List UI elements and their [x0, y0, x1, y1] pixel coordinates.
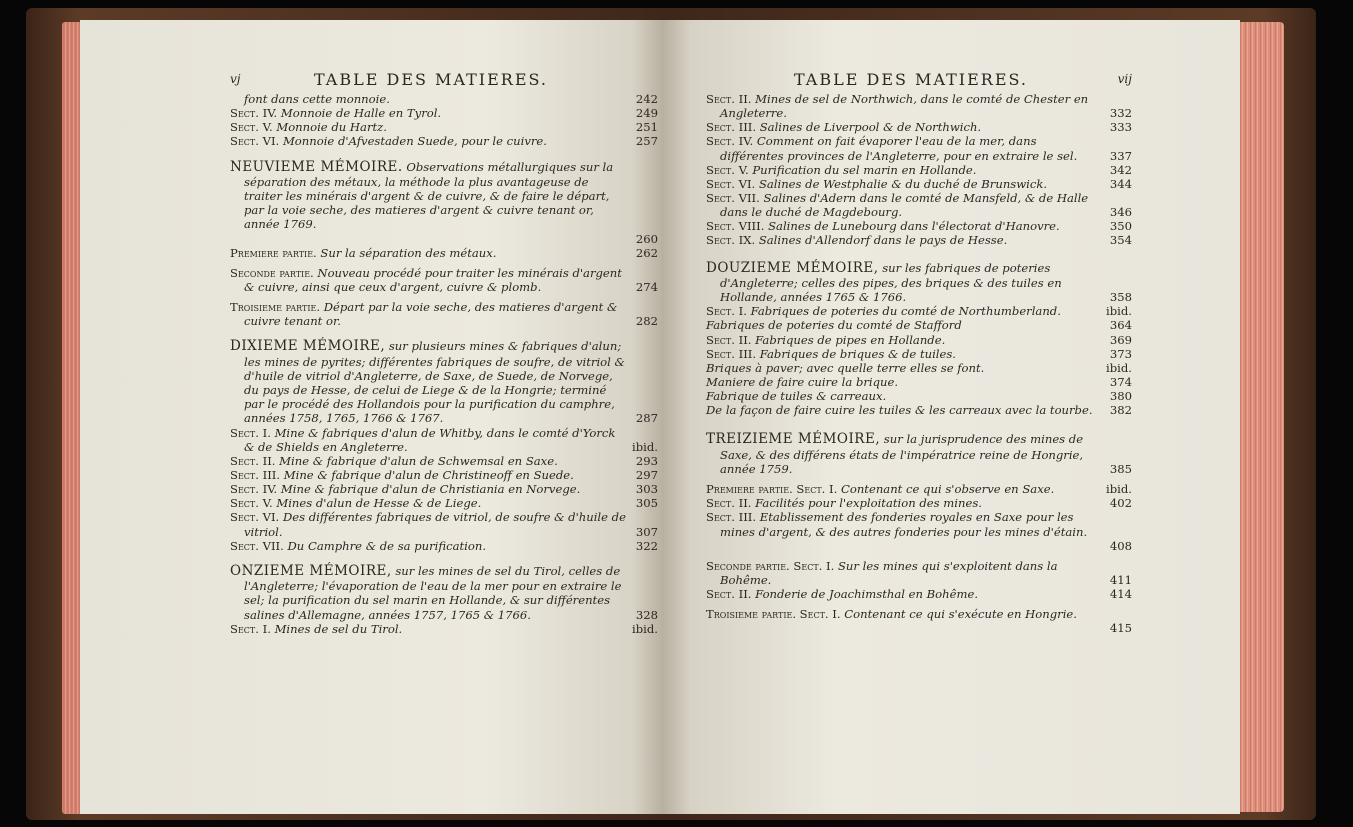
toc-page-number: 346	[1109, 205, 1132, 220]
toc-entry-title: font dans cette monnoie.	[244, 92, 390, 106]
right-page	[662, 20, 1240, 814]
right-running-head	[706, 70, 1132, 90]
toc-entry	[230, 266, 658, 294]
toc-entry-title: Mines de sel du Tirol.	[274, 621, 403, 636]
toc-page-number: 414	[1109, 587, 1132, 602]
toc-entry	[230, 482, 658, 496]
memoire-heading	[706, 260, 1132, 305]
memoire-description: sur la jurisprudence des mines de Saxe, & des différens états de l'impératrice reine de Hongrie, année 1759.	[720, 432, 1084, 477]
toc-page-number: 364	[1109, 318, 1132, 333]
toc-entry-title: Etablissement des fonderies royales en Saxe pour les mines d'argent, & des autres fonderies pour les mines d'étain.	[720, 510, 1088, 539]
toc-entry	[706, 347, 1132, 361]
toc-page-number: 307	[635, 524, 658, 539]
memoire-description: sur les mines de sel du Tirol, celles de l'Angleterre; l'évaporation de l'eau de la mer pour en extraire le sel; la purification du sel marin en Hollande, & sur différentes salines d'Allemagne, années 1757, 1765 & 1766.	[244, 563, 622, 622]
memoire-heading	[230, 563, 658, 622]
toc-section-label: Sect. VII.	[230, 538, 284, 553]
toc-entry	[706, 318, 1132, 332]
toc-page-number: 333	[1109, 120, 1132, 135]
toc-section-label: Troisieme partie. Sect. I.	[706, 607, 841, 622]
toc-entry-title: Purification du sel marin en Hollande.	[752, 162, 977, 177]
toc-page-number: 257	[635, 134, 658, 149]
toc-entry	[706, 134, 1132, 162]
toc-entry	[706, 163, 1132, 177]
toc-section-label: Sect. IV.	[230, 106, 278, 121]
toc-page-number: ibid.	[632, 621, 658, 636]
toc-entry	[706, 403, 1132, 417]
toc-page-number: 344	[1109, 176, 1132, 191]
toc-section-label: Sect. I.	[706, 304, 747, 319]
toc-entry	[706, 375, 1132, 389]
toc-entry-title: Salines d'Adern dans le comté de Mansfeld, & de Halle dans le duché de Magdebourg.	[720, 190, 1089, 220]
toc-part-label: Seconde partie.	[230, 265, 314, 280]
memoire-description: Observations métallurgiques sur la séparation des métaux, la méthode la plus avantageuse de traiter les minérais d'argent & de cuivre, & de faire le départ, par la voie seche, des matieres d'argent & cuivre tenant or, année 1769.	[244, 159, 614, 232]
toc-entry	[230, 510, 658, 538]
toc-entry	[706, 559, 1132, 587]
memoire-title: TREIZIEME MÉMOIRE,	[706, 431, 881, 448]
toc-page-number: 374	[1109, 375, 1132, 389]
toc-entry	[230, 468, 658, 482]
memoire-heading	[706, 431, 1132, 476]
toc-page-number: ibid.	[1106, 360, 1132, 375]
toc-section-label: Seconde partie. Sect. I.	[706, 558, 835, 573]
page-edges-right	[1234, 22, 1284, 812]
toc-page-number: 287	[635, 411, 658, 426]
toc-entry-title: Du Camphre & de sa purification.	[287, 538, 487, 553]
toc-entry	[230, 622, 658, 636]
toc-entry-title: Facilités pour l'exploitation des mines.	[755, 496, 982, 511]
toc-entry-title: Maniere de faire cuire la brique.	[706, 375, 899, 389]
toc-section-label: Sect. II.	[706, 496, 752, 511]
toc-entry-title: Sur les mines qui s'exploitent dans la Bohême.	[720, 558, 1058, 588]
toc-page-number: 402	[1109, 496, 1132, 511]
toc-entry-title: Fabriques de poteries du comté de Northumberland.	[750, 304, 1061, 319]
toc-page-number: 415	[1109, 621, 1132, 636]
toc-page-number: 350	[1109, 219, 1132, 234]
toc-entry-title: Mines d'alun de Hesse & de Liege.	[276, 496, 482, 511]
toc-entry	[706, 482, 1132, 496]
toc-entry-title: Des différentes fabriques de vitriol, de soufre & d'huile de vitriol.	[244, 510, 626, 539]
toc-entry	[706, 510, 1132, 538]
memoire-title: DIXIEME MÉMOIRE,	[230, 338, 386, 355]
right-toc-column	[706, 70, 1132, 636]
toc-entry	[706, 361, 1132, 375]
toc-section-label: Sect. III.	[706, 346, 757, 361]
toc-page-number: 358	[1109, 290, 1132, 305]
toc-section-label: Premiere partie. Sect. I.	[706, 482, 838, 497]
toc-entry-title: Mine & fabrique d'alun de Christineoff en Suede.	[283, 468, 574, 483]
memoire-description: sur les fabriques de poteries d'Angleterre; celles des pipes, des briques & des tuiles en Hollande, années 1765 & 1766.	[720, 260, 1062, 305]
toc-entry-title: Départ par la voie seche, des matieres d'argent & cuivre tenant or.	[244, 300, 618, 329]
toc-entry-title: Sur la séparation des métaux.	[320, 245, 497, 260]
toc-page-number: 305	[635, 496, 658, 511]
toc-section-label: Sect. III.	[230, 468, 281, 483]
left-page	[80, 20, 662, 814]
toc-entry-title: Contenant ce qui s'exécute en Hongrie.	[844, 607, 1077, 622]
toc-entry	[230, 246, 658, 260]
toc-page-number: 373	[1109, 346, 1132, 361]
toc-page-number: 385	[1109, 462, 1132, 477]
toc-section-label: Sect. V.	[230, 120, 273, 135]
left-page-number: vj	[230, 72, 241, 86]
memoire-title: DOUZIEME MÉMOIRE,	[706, 259, 879, 276]
toc-entry	[230, 454, 658, 468]
toc-entry-title: Fabrique de tuiles & carreaux.	[706, 389, 887, 404]
toc-page-number: 354	[1109, 233, 1132, 248]
toc-entry-title: Salines de Westphalie & du duché de Brunswick.	[758, 176, 1048, 191]
right-header-title: TABLE DES MATIERES.	[794, 70, 1028, 89]
toc-entry	[230, 426, 658, 454]
toc-entry-title: Fabriques de poteries du comté de Stafford	[706, 318, 962, 333]
toc-page-number: 282	[635, 314, 658, 329]
toc-entry	[230, 496, 658, 510]
toc-entry	[230, 539, 658, 553]
toc-part-label: Troisieme partie.	[230, 300, 321, 315]
toc-page-number: 274	[635, 280, 658, 295]
toc-section-label: Sect. VI.	[706, 176, 756, 191]
toc-page-number: ibid.	[1106, 304, 1132, 319]
toc-section-label: Sect. I.	[230, 425, 271, 440]
toc-page-number: 332	[1109, 106, 1132, 121]
toc-entry-title: Monnoie du Hartz.	[276, 120, 387, 135]
toc-entry	[706, 177, 1132, 191]
toc-section-label: Sect. VI.	[230, 134, 280, 149]
toc-page-number: 242	[635, 92, 658, 106]
toc-page-number: 380	[1109, 389, 1132, 404]
toc-section-label: Sect. II.	[706, 92, 752, 106]
toc-page-number: 293	[635, 453, 658, 468]
left-running-head	[230, 70, 658, 90]
toc-entry-title: Briques à paver; avec quelle terre elles se font.	[706, 360, 985, 375]
left-toc-column	[230, 70, 658, 636]
left-header-title: TABLE DES MATIERES.	[314, 70, 548, 89]
toc-section-label: Sect. IV.	[706, 134, 754, 149]
toc-entry	[706, 92, 1132, 120]
toc-page-number: 260	[635, 231, 658, 246]
toc-entry-title: Salines d'Allendorf dans le pays de Hesse.	[758, 233, 1008, 248]
toc-page-number: ibid.	[632, 439, 658, 454]
toc-page-number: 342	[1109, 162, 1132, 177]
toc-entry-title: Monnoie d'Afvestaden Suede, pour le cuivre.	[282, 134, 547, 149]
toc-entry	[230, 106, 658, 120]
toc-section-label: Sect. II.	[706, 332, 752, 347]
toc-section-label: Sect. V.	[706, 162, 749, 177]
memoire-heading	[230, 159, 658, 232]
memoire-title: ONZIEME MÉMOIRE,	[230, 562, 392, 579]
toc-entry	[706, 607, 1132, 621]
toc-entry-title: Salines de Lunebourg dans l'électorat d'Hanovre.	[768, 219, 1060, 234]
toc-entry	[706, 496, 1132, 510]
toc-section-label: Sect. III.	[706, 120, 757, 135]
toc-entry	[230, 300, 658, 328]
memoire-heading	[230, 338, 658, 425]
toc-entry	[706, 333, 1132, 347]
toc-page-number: ibid.	[1106, 482, 1132, 497]
toc-entry	[706, 219, 1132, 233]
toc-section-label: Sect. II.	[706, 587, 752, 602]
toc-part-label: Premiere partie.	[230, 245, 317, 260]
toc-entry-title: Fabriques de briques & de tuiles.	[759, 346, 956, 361]
toc-entry	[230, 120, 658, 134]
toc-section-label: Sect. III.	[706, 510, 757, 525]
toc-entry	[706, 587, 1132, 601]
toc-entry-title: Fonderie de Joachimsthal en Bohême.	[755, 587, 979, 602]
toc-section-label: Sect. IX.	[706, 233, 756, 248]
toc-entry-title: Mine & fabriques d'alun de Whitby, dans le comté d'Yorck & de Shields en Angleterre.	[244, 425, 616, 454]
right-page-number: vij	[1117, 72, 1132, 86]
toc-entry	[706, 389, 1132, 403]
toc-entry-title: Mine & fabrique d'alun de Christiania en Norvege.	[280, 482, 581, 497]
toc-entry-title: Comment on fait évaporer l'eau de la mer, dans différentes provinces de l'Angleterre, pour en extraire le sel.	[720, 134, 1078, 163]
toc-section-label: Sect. II.	[230, 453, 276, 468]
toc-page-number: 328	[635, 607, 658, 622]
toc-entry-title: Mine & fabrique d'alun de Schwemsal en Saxe.	[279, 453, 558, 468]
toc-page-number: 251	[635, 120, 658, 135]
toc-section-label: Sect. VI.	[230, 510, 280, 525]
toc-section-label: Sect. VII.	[706, 190, 760, 205]
toc-page-number: 249	[635, 106, 658, 121]
toc-entry	[230, 134, 658, 148]
toc-section-label: Sect. VIII.	[706, 219, 765, 234]
toc-page-number: 382	[1109, 403, 1132, 418]
toc-entry	[706, 233, 1132, 247]
toc-entry-title: Fabriques de pipes en Hollande.	[755, 332, 946, 347]
toc-page-number: 297	[635, 468, 658, 483]
memoire-description: sur plusieurs mines & fabriques d'alun; les mines de pyrites; différentes fabriques de soufre, de vitriol & d'huile de vitriol d'Angleterre, de Saxe, de Suede, de Norvege, du pays de Hesse, de celui de Liege & de la Hongrie; terminé par le procédé des Hollandois pour la purification du camphre, années 1758, 1765, 1766 & 1767.	[244, 339, 625, 426]
toc-page-number: 337	[1109, 148, 1132, 163]
toc-entry	[230, 92, 658, 106]
toc-entry	[706, 191, 1132, 219]
toc-section-label: Sect. IV.	[230, 482, 278, 497]
memoire-title: NEUVIEME MÉMOIRE.	[230, 158, 403, 175]
toc-page-number: 262	[635, 245, 658, 260]
toc-entry-title: Salines de Liverpool & de Northwich.	[759, 120, 982, 135]
toc-entry-title: Monnoie de Halle en Tyrol.	[280, 106, 442, 121]
toc-page-number: 408	[1109, 538, 1132, 553]
toc-page-number: 322	[635, 538, 658, 553]
toc-section-label: Sect. I.	[230, 621, 271, 636]
toc-entry	[706, 120, 1132, 134]
toc-entry-title: Nouveau procédé pour traiter les minérais d'argent & cuivre, ainsi que ceux d'argent, cuivre & plomb.	[244, 265, 622, 295]
toc-entry-title: Contenant ce qui s'observe en Saxe.	[840, 482, 1055, 497]
toc-page-number: 303	[635, 482, 658, 497]
toc-page-number: 369	[1109, 332, 1132, 347]
toc-entry	[706, 304, 1132, 318]
toc-entry-title: De la façon de faire cuire les tuiles & les carreaux avec la tourbe.	[706, 403, 1093, 418]
toc-page-number: 411	[1109, 573, 1132, 588]
toc-entry-title: Mines de sel de Northwich, dans le comté de Chester en Angleterre.	[720, 92, 1089, 121]
toc-section-label: Sect. V.	[230, 496, 273, 511]
